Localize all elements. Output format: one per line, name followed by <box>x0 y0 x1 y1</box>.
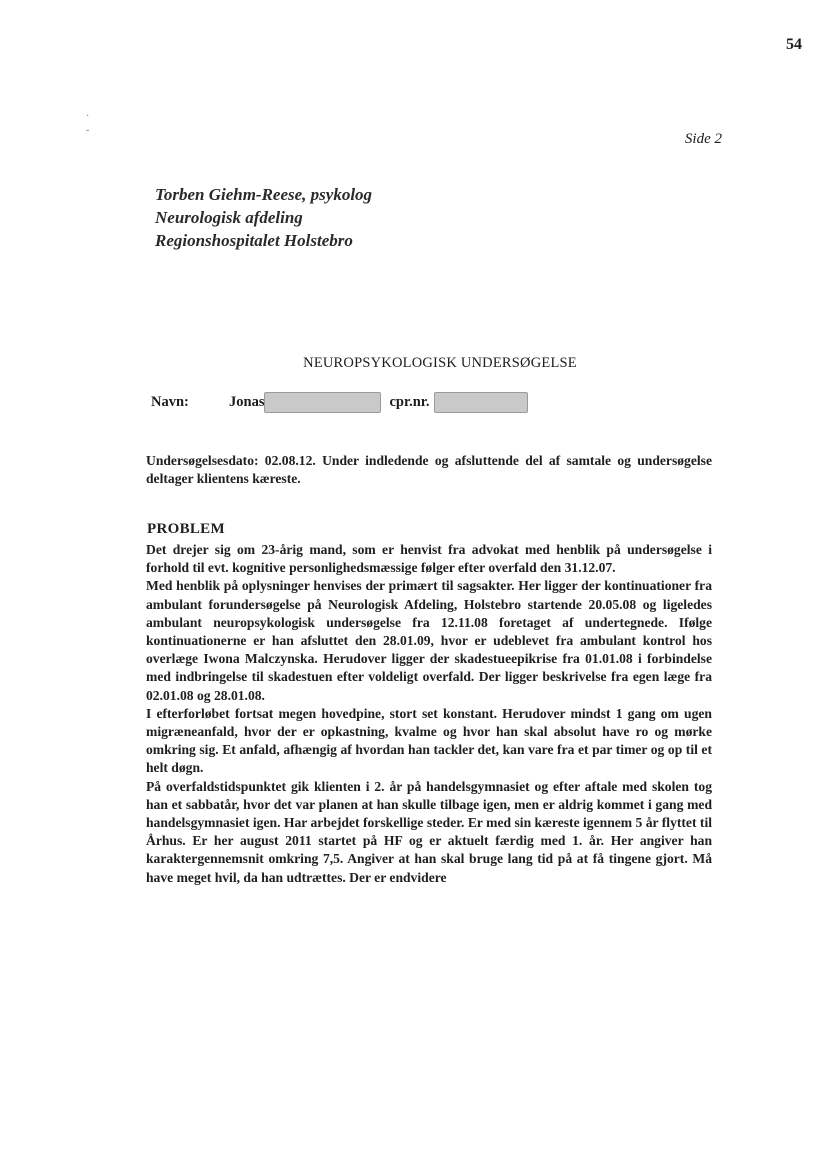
author-name: Torben Giehm-Reese, psykolog <box>155 185 373 204</box>
author-department: Neurologisk afdeling <box>155 208 303 227</box>
page-number: 54 <box>786 36 802 53</box>
paragraph: På overfaldstidspunktet gik klienten i 2. år på handelsgymnasiet og efter aftale med skolen tog han et sabbatår, hvor det var planen at han skulle tilbage igen, men er aldrig kommet i gang med handelsgymnasiet igen. Har arbejdet forskellige steder. Er med sin kæreste igennem 5 år flyttet til Århus. Er her august 2011 startet på HF og er aktuelt færdig med 1. år. Her angiver han karaktergennemsnit omkring 7,5. Angiver at han skal bruge lang tid på at få tingene gjort. Må have meget hvil, da han udtrættes. Der er endvidere <box>146 778 712 885</box>
side-label: Side 2 <box>684 131 722 147</box>
redacted-surname <box>264 392 381 413</box>
author-hospital: Regionshospitalet Holstebro <box>155 231 353 250</box>
examination-intro <box>146 452 712 488</box>
scan-marks: · ˘ <box>86 111 90 140</box>
section-heading: PROBLEM <box>147 521 225 537</box>
document-title: NEUROPSYKOLOGISK UNDERSØGELSE <box>303 355 577 371</box>
redacted-cpr-number <box>434 392 528 413</box>
patient-name-row <box>151 390 528 414</box>
intro-text: Undersøgelsesdato: 02.08.12. Under indledende og afsluttende del af samtale og undersøgelse deltager klientens kæreste. <box>146 453 712 487</box>
paragraph: I efterforløbet fortsat megen hovedpine, stort set konstant. Herudover mindst 1 gang om ugen migræneanfald, hvor der er opkastning, kvalme og hvor han skal absolut have ro og mørke omkring sig. Et anfald, afhængig af hvordan han tackler det, kan vare fra et par timer og op til et helt døgn. <box>146 705 712 776</box>
author-block <box>155 183 372 252</box>
patient-first-name: Jonas <box>229 393 265 410</box>
paragraph: Det drejer sig om 23-årig mand, som er henvist fra advokat med henblik på undersøgelse i forhold til evt. kognitive personlighedsmæssige følger efter overfald den 31.12.07. <box>146 542 712 576</box>
paragraph: Med henblik på oplysninger henvises der primært til sagsakter. Her ligger der kontinuationer fra ambulant forundersøgelse på Neurologisk Afdeling, Holstebro startende 20.05.08 og ligeledes ambulant neuropsykologisk undersøgelse fra 12.11.08 foretaget af undertegnede. Ifølge kontinuationerne er han afsluttet den 28.01.09, hvor er udeblevet fra ambulant kontrol hos overlæge Iwona Malczynska. Herudover ligger der skadestueepikrise fra 01.01.08 i forbindelse med indbringelse til skadestuen efter voldeligt overfald. Der ligger beskrivelse fra egen læge fra 02.01.08 og 28.01.08. <box>146 578 712 703</box>
problem-section-body <box>146 541 712 887</box>
cpr-label: cpr.nr. <box>389 393 430 410</box>
name-label: Navn: <box>151 393 189 410</box>
